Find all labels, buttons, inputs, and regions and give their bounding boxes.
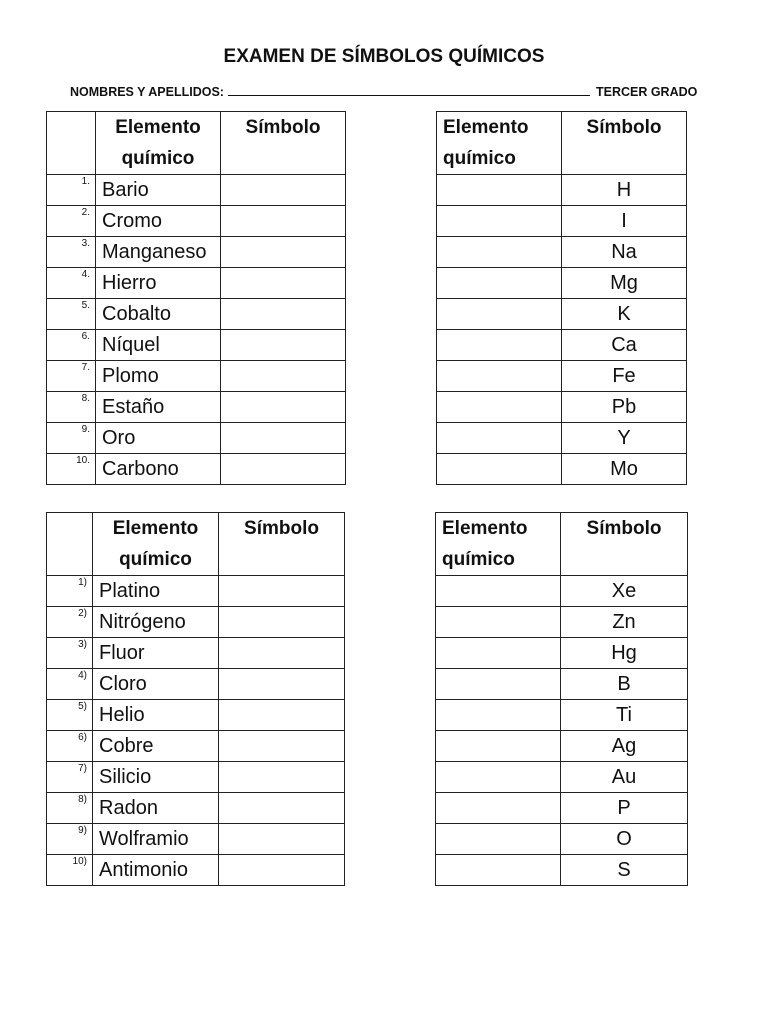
symbol-answer-cell[interactable]	[221, 299, 346, 330]
element-answer-cell[interactable]	[436, 762, 561, 793]
table-symbols-1	[436, 111, 687, 485]
symbol-answer-cell[interactable]	[219, 607, 345, 638]
table-row	[47, 731, 345, 762]
row-number: 3)	[47, 638, 93, 669]
element-answer-cell[interactable]	[437, 423, 562, 454]
row-number: 3.	[47, 237, 96, 268]
row-number: 1)	[47, 576, 93, 607]
symbol-answer-cell[interactable]	[219, 731, 345, 762]
element-name: Hierro	[96, 268, 221, 299]
element-name: Cobre	[93, 731, 219, 762]
table-row	[437, 330, 687, 361]
header-symbol: Símbolo	[561, 513, 688, 576]
table-elements-1	[46, 111, 346, 485]
row-number: 2)	[47, 607, 93, 638]
element-answer-cell[interactable]	[436, 638, 561, 669]
row-number: 2.	[47, 206, 96, 237]
element-name: Oro	[96, 423, 221, 454]
element-name: Nitrógeno	[93, 607, 219, 638]
row-number: 4.	[47, 268, 96, 299]
element-symbol: Fe	[562, 361, 687, 392]
table-row	[47, 824, 345, 855]
header-symbol: Símbolo	[219, 513, 345, 576]
element-answer-cell[interactable]	[436, 700, 561, 731]
names-label: NOMBRES Y APELLIDOS:	[70, 85, 224, 99]
symbol-answer-cell[interactable]	[221, 330, 346, 361]
table-row	[436, 638, 688, 669]
table-row	[47, 361, 346, 392]
table-row	[47, 268, 346, 299]
table-row	[47, 237, 346, 268]
table-row	[437, 392, 687, 423]
element-symbol: H	[562, 175, 687, 206]
table-row	[47, 299, 346, 330]
element-symbol: B	[561, 669, 688, 700]
symbol-answer-cell[interactable]	[219, 576, 345, 607]
row-number: 1.	[47, 175, 96, 206]
table-row	[437, 175, 687, 206]
element-answer-cell[interactable]	[436, 855, 561, 886]
header-element: Elemento químico	[93, 513, 219, 576]
table-row	[47, 330, 346, 361]
row-number: 5.	[47, 299, 96, 330]
element-name: Platino	[93, 576, 219, 607]
symbol-answer-cell[interactable]	[221, 268, 346, 299]
table-row	[437, 268, 687, 299]
row-number: 9.	[47, 423, 96, 454]
symbol-answer-cell[interactable]	[221, 175, 346, 206]
element-answer-cell[interactable]	[437, 175, 562, 206]
element-symbol: Mg	[562, 268, 687, 299]
symbol-answer-cell[interactable]	[221, 237, 346, 268]
symbol-answer-cell[interactable]	[219, 669, 345, 700]
table-row	[47, 855, 345, 886]
symbol-answer-cell[interactable]	[221, 454, 346, 485]
header-symbol: Símbolo	[221, 112, 346, 175]
element-symbol: Na	[562, 237, 687, 268]
table-row	[437, 423, 687, 454]
symbol-answer-cell[interactable]	[221, 392, 346, 423]
element-name: Estaño	[96, 392, 221, 423]
element-name: Carbono	[96, 454, 221, 485]
element-answer-cell[interactable]	[437, 268, 562, 299]
symbol-answer-cell[interactable]	[219, 762, 345, 793]
element-name: Fluor	[93, 638, 219, 669]
table-row	[47, 392, 346, 423]
element-symbol: I	[562, 206, 687, 237]
element-answer-cell[interactable]	[437, 299, 562, 330]
symbol-answer-cell[interactable]	[219, 793, 345, 824]
page-title: EXAMEN DE SÍMBOLOS QUÍMICOS	[223, 46, 545, 67]
row-number: 8)	[47, 793, 93, 824]
table-row	[436, 731, 688, 762]
table-row	[436, 669, 688, 700]
table-row	[436, 576, 688, 607]
table-row	[436, 607, 688, 638]
element-answer-cell[interactable]	[437, 330, 562, 361]
table-row	[47, 454, 346, 485]
table-elements-2	[46, 512, 345, 886]
header-element: Elemento químico	[437, 112, 562, 175]
symbol-answer-cell[interactable]	[221, 361, 346, 392]
element-symbol: P	[561, 793, 688, 824]
row-number: 6.	[47, 330, 96, 361]
symbol-answer-cell[interactable]	[219, 855, 345, 886]
element-symbol: Au	[561, 762, 688, 793]
element-name: Manganeso	[96, 237, 221, 268]
element-name: Wolframio	[93, 824, 219, 855]
table-row	[436, 700, 688, 731]
row-number: 9)	[47, 824, 93, 855]
element-symbol: Ag	[561, 731, 688, 762]
element-name: Cobalto	[96, 299, 221, 330]
table-row	[437, 299, 687, 330]
table-row	[437, 237, 687, 268]
header-empty	[47, 513, 93, 576]
element-symbol: Ca	[562, 330, 687, 361]
element-symbol: Y	[562, 423, 687, 454]
element-name: Plomo	[96, 361, 221, 392]
element-name: Cloro	[93, 669, 219, 700]
table-row	[47, 700, 345, 731]
table-row	[436, 793, 688, 824]
table-row	[436, 762, 688, 793]
names-line	[70, 83, 697, 99]
table-symbols-2	[435, 512, 688, 886]
table-row	[47, 669, 345, 700]
element-answer-cell[interactable]	[437, 361, 562, 392]
element-answer-cell[interactable]	[437, 454, 562, 485]
element-answer-cell[interactable]	[437, 392, 562, 423]
table-row	[47, 206, 346, 237]
row-number: 6)	[47, 731, 93, 762]
element-answer-cell[interactable]	[437, 206, 562, 237]
element-name: Bario	[96, 175, 221, 206]
table-row	[47, 576, 345, 607]
table-row	[47, 423, 346, 454]
element-name: Silicio	[93, 762, 219, 793]
table-row	[47, 762, 345, 793]
element-answer-cell[interactable]	[436, 731, 561, 762]
element-answer-cell[interactable]	[436, 669, 561, 700]
grade-label: TERCER GRADO	[595, 85, 698, 99]
element-symbol: Xe	[561, 576, 688, 607]
table-row	[47, 638, 345, 669]
table-row	[47, 607, 345, 638]
element-name: Helio	[93, 700, 219, 731]
symbol-answer-cell[interactable]	[221, 423, 346, 454]
element-answer-cell[interactable]	[436, 576, 561, 607]
table-row	[47, 175, 346, 206]
symbol-answer-cell[interactable]	[219, 638, 345, 669]
header-element: Elemento químico	[96, 112, 221, 175]
row-number: 5)	[47, 700, 93, 731]
element-symbol: K	[562, 299, 687, 330]
element-answer-cell[interactable]	[437, 237, 562, 268]
row-number: 10.	[47, 454, 96, 485]
symbol-answer-cell[interactable]	[219, 700, 345, 731]
names-blank-field[interactable]	[228, 83, 590, 96]
table-row	[437, 454, 687, 485]
row-number: 4)	[47, 669, 93, 700]
symbol-answer-cell[interactable]	[219, 824, 345, 855]
element-name: Antimonio	[93, 855, 219, 886]
row-number: 8.	[47, 392, 96, 423]
element-symbol: Hg	[561, 638, 688, 669]
row-number: 7.	[47, 361, 96, 392]
element-symbol: O	[561, 824, 688, 855]
row-number: 7)	[47, 762, 93, 793]
element-symbol: Pb	[562, 392, 687, 423]
table-row	[436, 824, 688, 855]
element-name: Cromo	[96, 206, 221, 237]
header-empty	[47, 112, 96, 175]
element-symbol: Mo	[562, 454, 687, 485]
element-name: Níquel	[96, 330, 221, 361]
header-symbol: Símbolo	[562, 112, 687, 175]
element-symbol: Ti	[561, 700, 688, 731]
element-answer-cell[interactable]	[436, 824, 561, 855]
element-symbol: Zn	[561, 607, 688, 638]
table-row	[47, 793, 345, 824]
row-number: 10)	[47, 855, 93, 886]
element-answer-cell[interactable]	[436, 793, 561, 824]
element-answer-cell[interactable]	[436, 607, 561, 638]
table-row	[436, 855, 688, 886]
table-row	[437, 361, 687, 392]
symbol-answer-cell[interactable]	[221, 206, 346, 237]
table-row	[437, 206, 687, 237]
element-name: Radon	[93, 793, 219, 824]
header-element: Elemento químico	[436, 513, 561, 576]
element-symbol: S	[561, 855, 688, 886]
